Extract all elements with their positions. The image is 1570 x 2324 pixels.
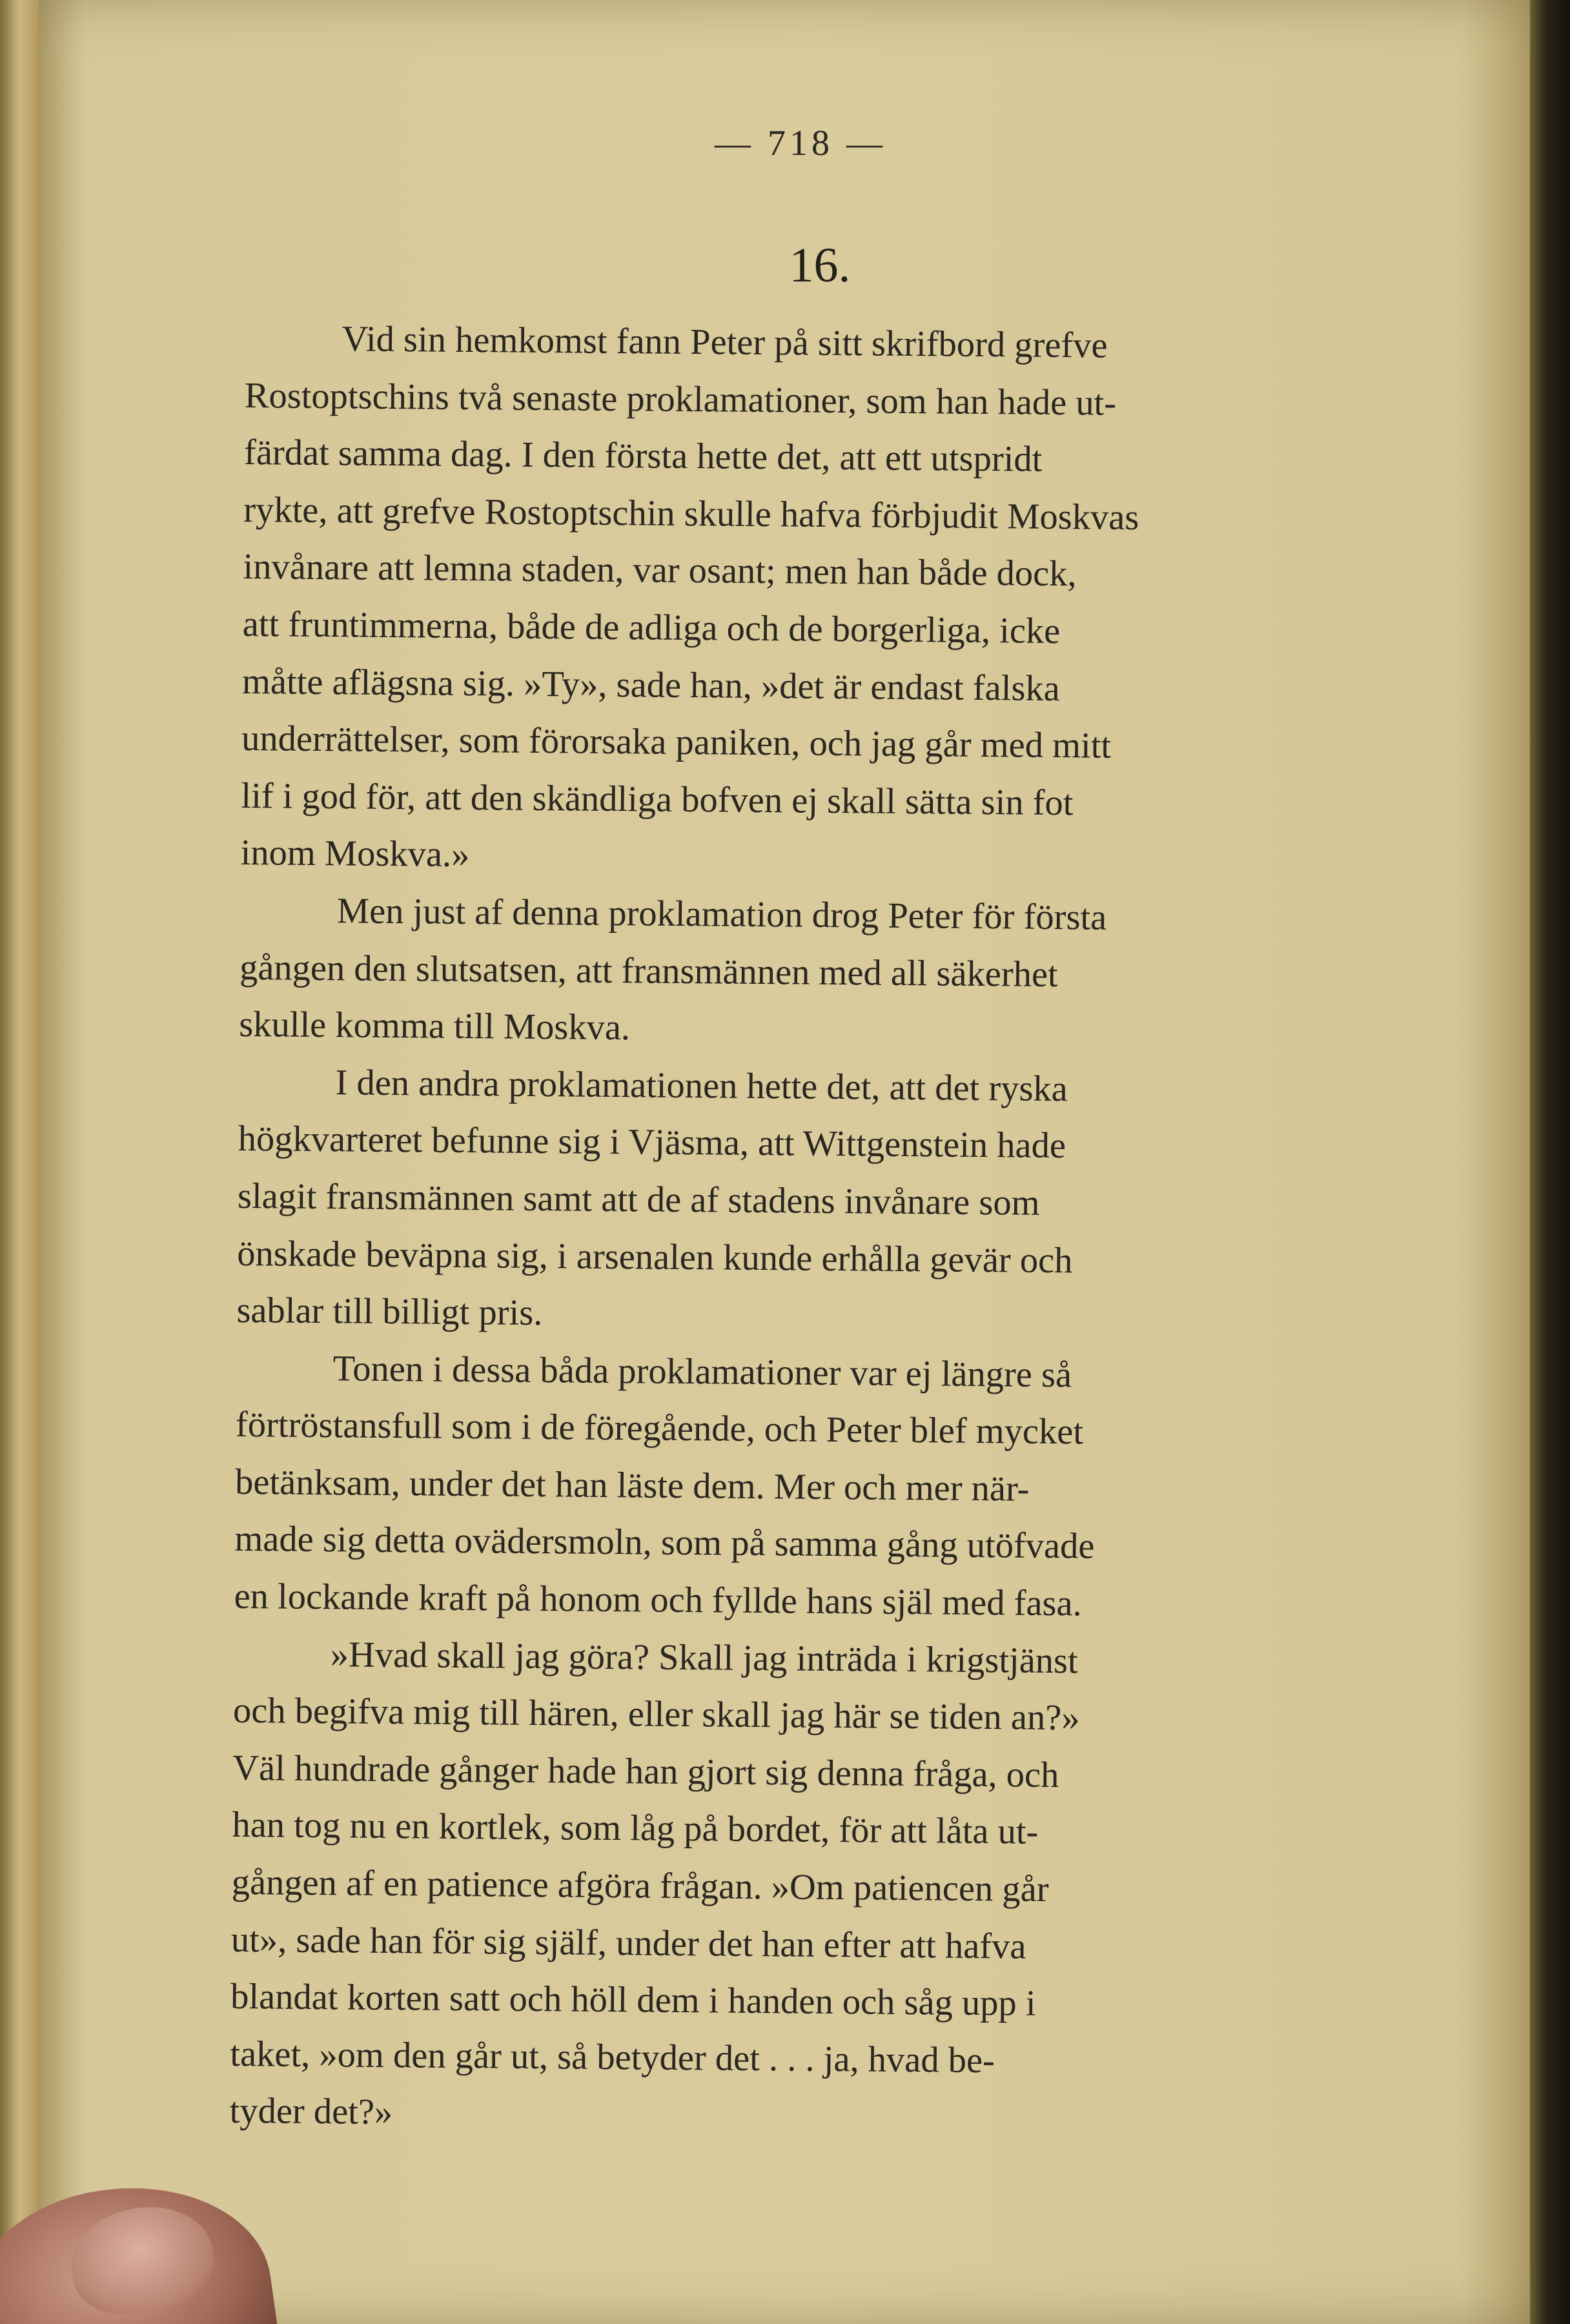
paragraph: I den andra proklamationen hette det, att det ryska högkvarteret befunne sig i Vjäsma, att Wittgenstein hade slagit fransmännen samt att de af stadens invånare som önskade beväpna sig, i arsenalen kunde erhålla gevär och sablar till billigt pris. (236, 1062, 1073, 1334)
page-number: — 718 — (715, 123, 886, 163)
page-right-edge-shadow (1530, 0, 1570, 2324)
paragraph: »Hvad skall jag göra? Skall jag inträda i krigstjänst och begifva mig till hären, eller skall jag här se tiden an?» Väl hundrade gånger hade han gjort sig denna fråga, och han tog nu en kortlek, som låg på bordet, för att låta ut- gången af en patience afgöra frågan. »Om patiencen går ut», sade han för sig själf, under det han efter att hafva blandat korten satt och höll dem i handen och såg upp i taket, »om den går ut, så betyder det . . . ja, hvad be- tyder det?» (229, 1634, 1080, 2133)
paragraph: Vid sin hemkomst fann Peter på sitt skrifbord grefve Rostoptschins två senaste proklamationer, som han hade ut- färdat samma dag. I den första hette det, att ett utspridt rykte, att grefve Rostoptschin skulle hafva förbjudit Moskvas invånare att lemna staden, var osant; men han både dock, att fruntimmerna, både de adliga och de borgerliga, icke måtte aflägsna sig. »Ty», sade han, »det är endast falska underrättelser, som förorsaka paniken, och jag går med mitt lif i god för, att den skändliga bofven ej skall sätta sin fot inom Moskva.» (240, 319, 1139, 875)
paragraph: Tonen i dessa båda proklamationer var ej längre så förtröstansfull som i de föregående, och Peter blef mycket betänksam, under det han läste dem. Mer och mer när- made sig detta ovädersmoln, som på samma gång utöfvade en lockande kraft på honom och fyllde hans själ med fasa. (234, 1348, 1095, 1624)
body-text (229, 310, 1381, 2150)
chapter-number: 16. (789, 238, 851, 292)
paragraph: Men just af denna proklamation drog Peter för första gången den slutsatsen, att fransmännen med all säkerhet skulle komma till Moskva. (239, 891, 1107, 1048)
